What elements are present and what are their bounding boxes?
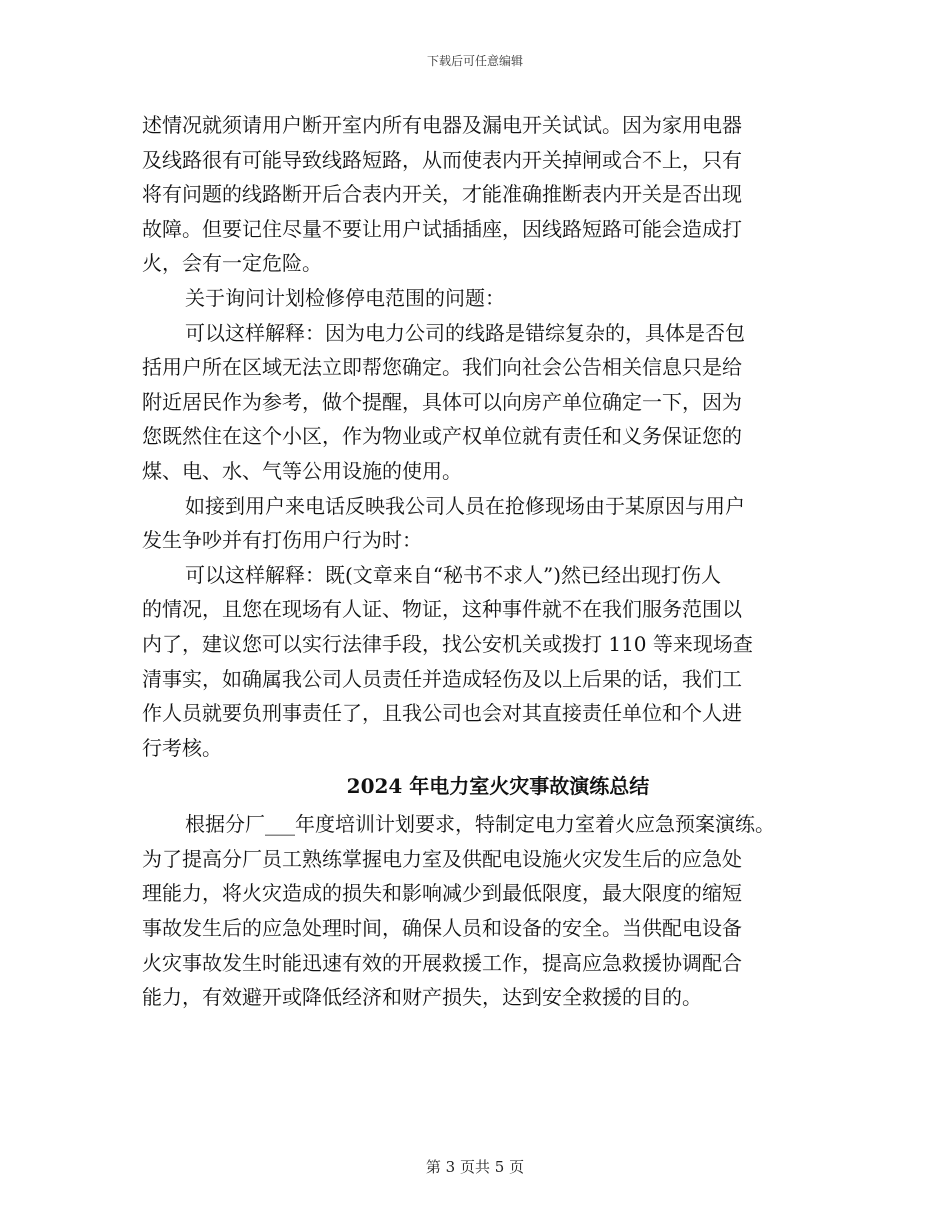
- text-line: 煤、电、水、气等公用设施的使用。: [142, 458, 462, 483]
- paragraph: [0, 558, 950, 766]
- page-footer: 第 3 页共 5 页: [425, 1158, 525, 1176]
- text-line: 的情况，且您在现场有人证、物证，这种事件就不在我们服务范围以: [142, 597, 742, 622]
- text-line: 如接到用户来电话反映我公司人员在抢修现场由于某原因与用户: [185, 493, 745, 518]
- document-body: [0, 108, 950, 1015]
- text-line: 内了，建议您可以实行法律手段，找公安机关或拨打 110 等来现场查: [142, 631, 753, 656]
- paragraph: [0, 807, 950, 1015]
- text-line: 能力，有效避开或降低经济和财产损失，达到安全救援的目的。: [142, 985, 702, 1010]
- text-line: 关于询问计划检修停电范围的问题：: [185, 285, 505, 310]
- paragraph: [0, 489, 950, 558]
- text-line: 作人员就要负刑事责任了，且我公司也会对其直接责任单位和个人进: [142, 701, 742, 726]
- text-line: 根据分厂___年度培训计划要求，特制定电力室着火应急预案演练。: [185, 812, 775, 837]
- text-line: 括用户所在区域无法立即帮您确定。我们向社会公告相关信息只是给: [142, 355, 742, 380]
- text-line: 行考核。: [142, 735, 222, 760]
- text-line: 清事实，如确属我公司人员责任并造成轻伤及以上后果的话，我们工: [142, 666, 742, 691]
- text-line: 将有问题的线路断开后合表内开关，才能准确推断表内开关是否出现: [142, 182, 742, 207]
- paragraph: [0, 316, 950, 489]
- text-line: 您既然住在这个小区，作为物业或产权单位就有责任和义务保证您的: [142, 424, 742, 449]
- text-line: 火灾事故发生时能迅速有效的开展救援工作，提高应急救援协调配合: [142, 950, 742, 975]
- text-line: 火，会有一定危险。: [142, 251, 322, 276]
- page-header: 下载后可任意编辑: [426, 54, 523, 68]
- paragraph: [0, 108, 950, 281]
- paragraph: [0, 281, 950, 316]
- text-line: 附近居民作为参考，做个提醒，具体可以向房产单位确定一下，因为: [142, 389, 742, 414]
- text-line: 事故发生后的应急处理时间，确保人员和设备的安全。当供配电设备: [142, 916, 742, 941]
- text-line: 为了提高分厂员工熟练掌握电力室及供配电设施火灾发生后的应急处: [142, 846, 742, 871]
- text-line: 述情况就须请用户断开室内所有电器及漏电开关试试。因为家用电器: [142, 113, 742, 137]
- text-line: 故障。但要记住尽量不要让用户试插插座，因线路短路可能会造成打: [142, 216, 742, 241]
- text-line: 发生争吵并有打伤用户行为时：: [142, 528, 422, 553]
- section-title: 2024 年电力室火灾事故演练总结: [346, 774, 650, 799]
- text-line: 可以这样解释：既(文章来自“秘书不求人”)然已经出现打伤人: [185, 562, 722, 587]
- text-line: 理能力，将火灾造成的损失和影响减少到最低限度，最大限度的缩短: [142, 881, 742, 906]
- text-line: 及线路很有可能导致线路短路，从而使表内开关掉闸或合不上，只有: [142, 147, 742, 172]
- body-paragraphs: [0, 108, 950, 765]
- section-paragraphs: [0, 807, 950, 1015]
- text-line: 可以这样解释：因为电力公司的线路是错综复杂的，具体是否包: [185, 320, 745, 345]
